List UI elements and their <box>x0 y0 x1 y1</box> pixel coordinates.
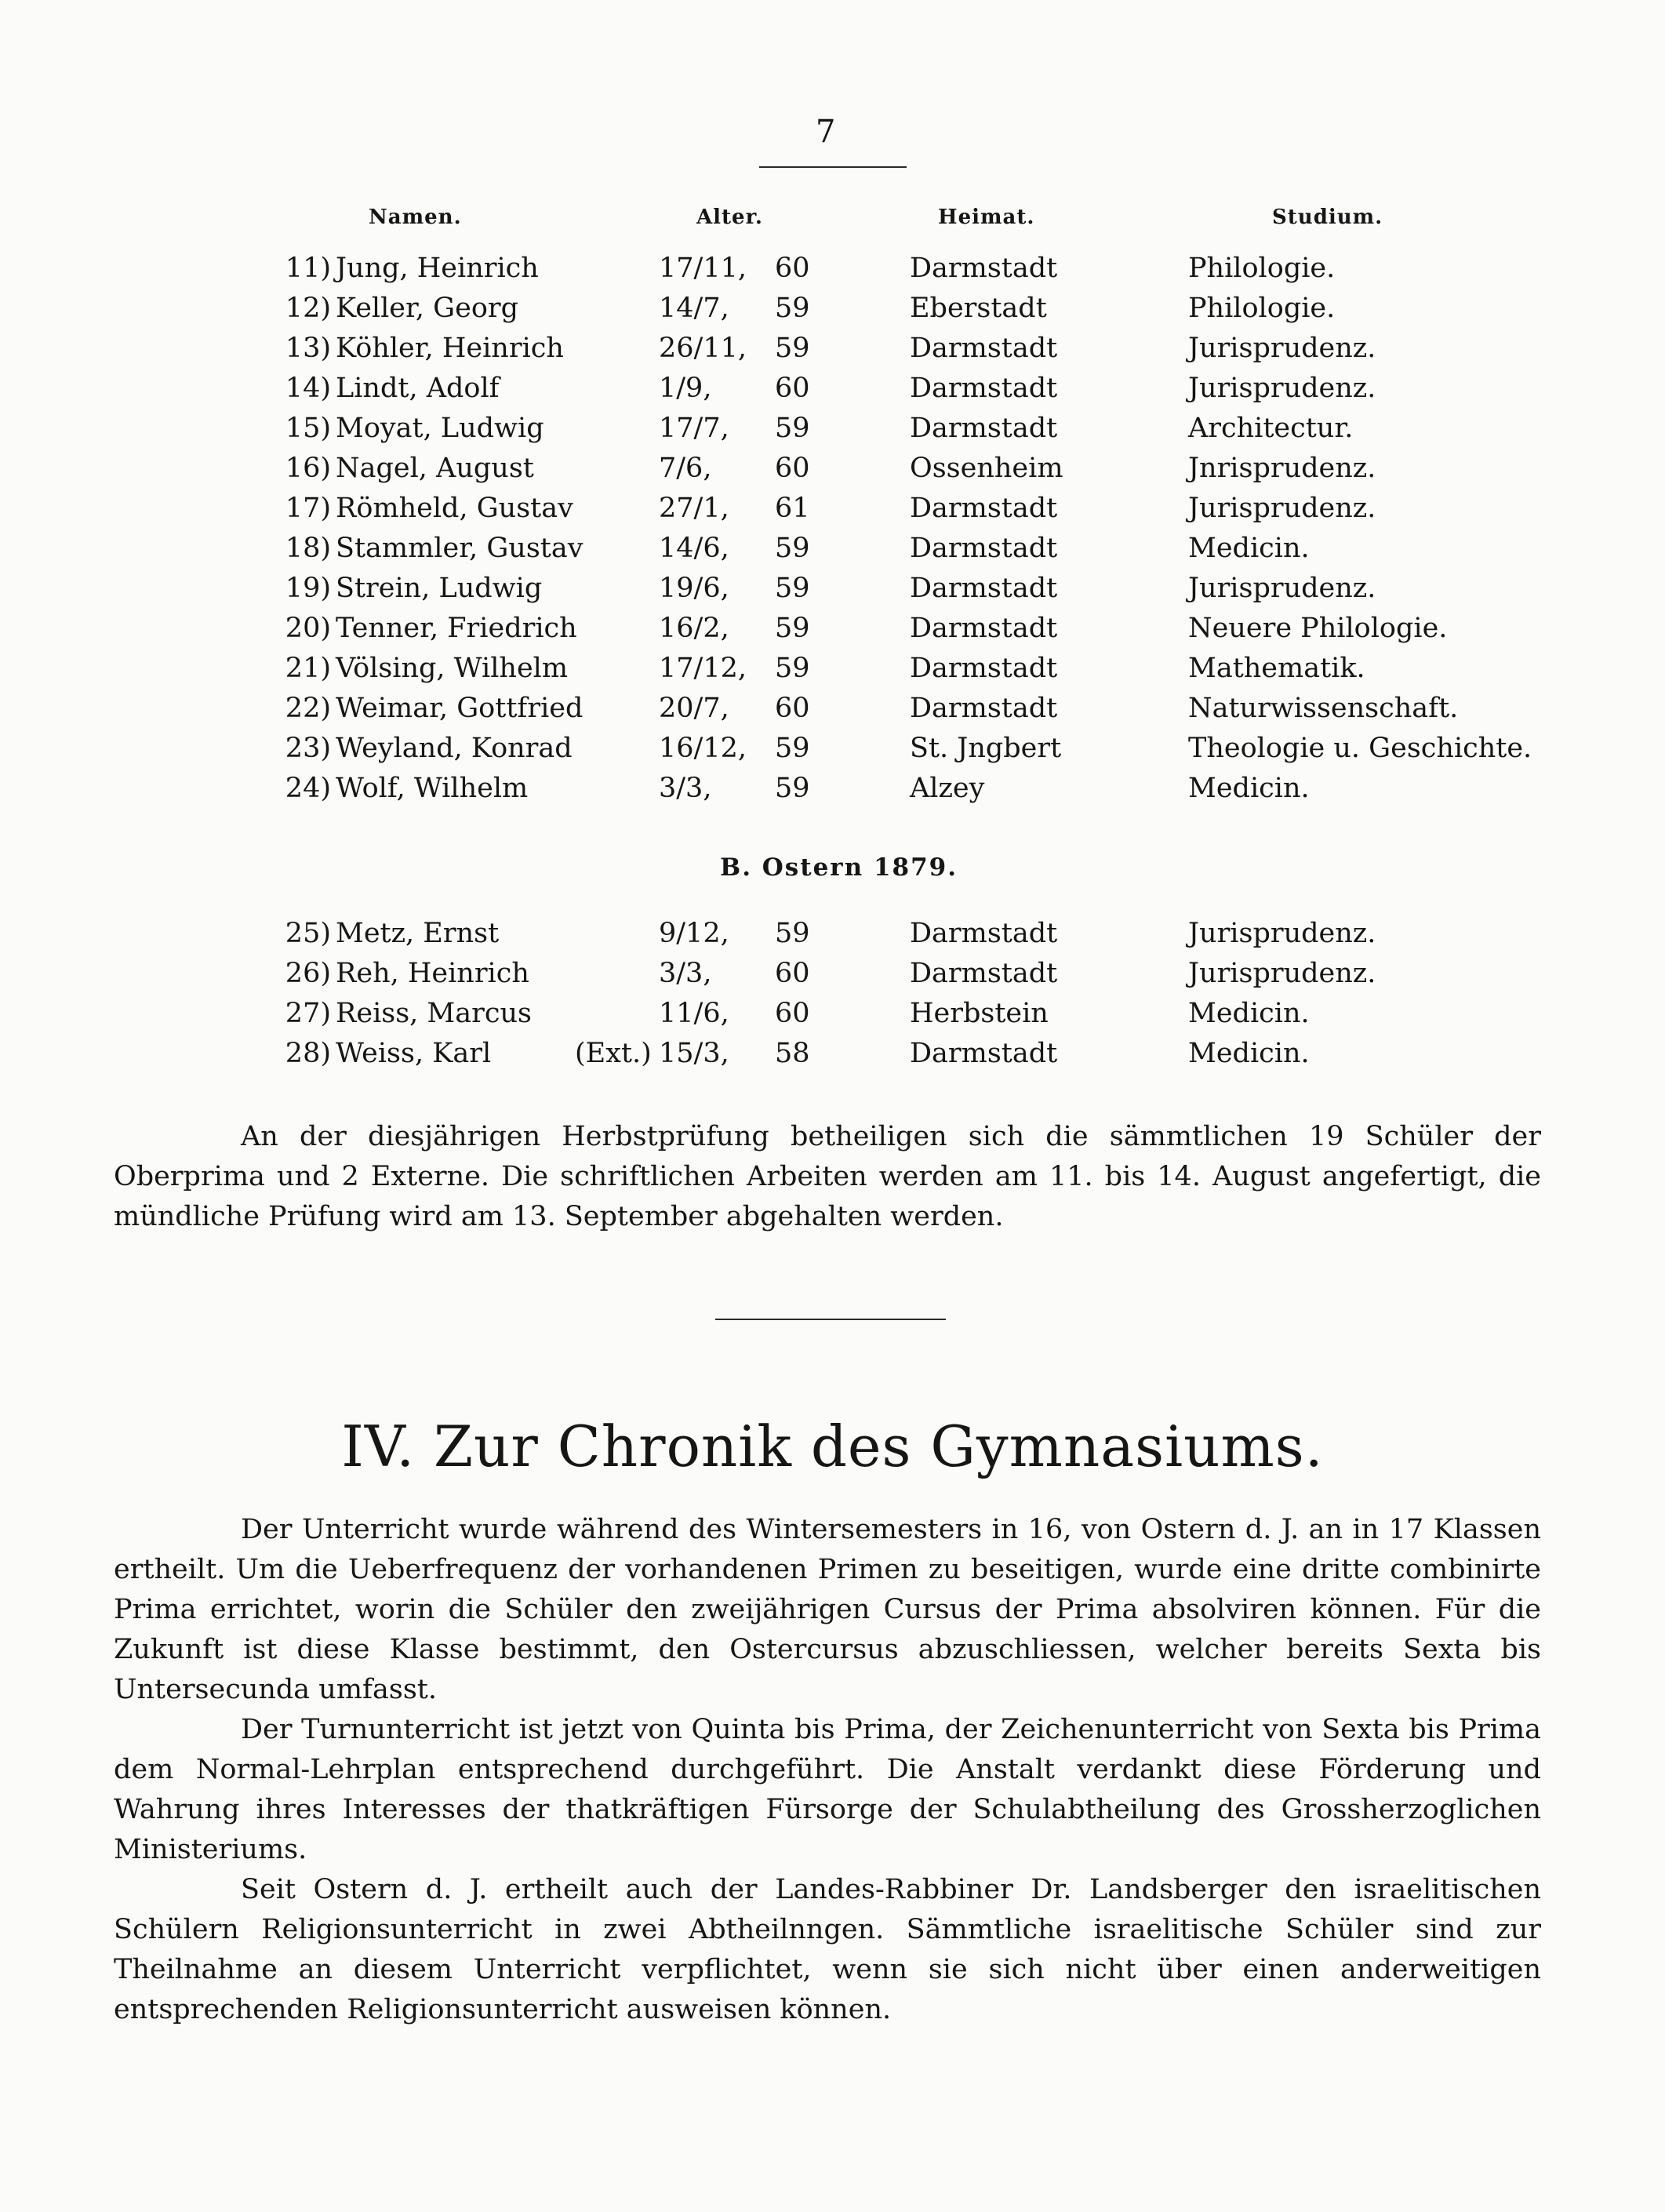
birth-date: 17/11, <box>659 253 747 284</box>
hometown: Darmstadt <box>910 253 1058 284</box>
study-subject: Jurisprudenz. <box>1188 573 1376 604</box>
hometown: Darmstadt <box>910 958 1058 989</box>
student-number: 18) <box>285 533 331 564</box>
study-subject: Philologie. <box>1188 253 1336 284</box>
student-number: 22) <box>285 693 331 724</box>
student-number: 20) <box>285 613 331 644</box>
birth-year: 60 <box>775 373 810 404</box>
birth-date: 14/6, <box>659 533 729 564</box>
birth-year: 59 <box>775 653 810 684</box>
student-number: 14) <box>285 373 331 404</box>
student-row <box>0 293 1665 332</box>
section-divider <box>715 1319 946 1320</box>
hometown: Darmstadt <box>910 333 1058 364</box>
header-name: Namen. <box>369 206 462 229</box>
student-row <box>0 613 1665 652</box>
hometown: St. Jngbert <box>910 733 1062 764</box>
birth-year: 60 <box>775 998 810 1029</box>
chronicle-paragraph: Der Unterricht wurde während des Wintersemesters in 16, von Ostern d. J. an in 17 Klassen ertheilt. Um die Ueberfrequenz der vorhandenen Primen zu beseitigen, wurde eine dritte combinirte Prima errichtet, worin die Schüler den zweijährigen Cursus der Prima absolviren können. Für die Zukunft ist diese Klasse bestimmt, den Ostercursus abzuschliessen, welcher bereits Sexta bis Untersecunda umfasst. <box>114 1514 1541 1705</box>
birth-date: 1/9, <box>659 373 712 404</box>
birth-year: 59 <box>775 533 810 564</box>
student-row <box>0 413 1665 452</box>
study-subject: Mathematik. <box>1188 653 1365 684</box>
student-number: 15) <box>285 413 331 444</box>
student-number: 27) <box>285 998 331 1029</box>
student-name: Weimar, Gottfried <box>336 693 583 724</box>
student-row <box>0 773 1665 812</box>
hometown: Darmstadt <box>910 373 1058 404</box>
student-row <box>0 1038 1665 1077</box>
header-study: Studium. <box>1272 206 1383 229</box>
hometown: Ossenheim <box>910 453 1063 484</box>
birth-date: 19/6, <box>659 573 729 604</box>
study-subject: Theologie u. Geschichte. <box>1188 733 1532 764</box>
hometown: Darmstadt <box>910 573 1058 604</box>
student-row <box>0 253 1665 292</box>
student-name: Strein, Ludwig <box>336 573 543 604</box>
page-number: 7 <box>816 114 836 150</box>
student-row <box>0 733 1665 772</box>
student-name: Nagel, August <box>336 453 534 484</box>
student-row <box>0 493 1665 532</box>
birth-date: 14/7, <box>659 293 729 324</box>
hometown: Darmstadt <box>910 493 1058 524</box>
student-row <box>0 573 1665 612</box>
birth-date: 27/1, <box>659 493 729 524</box>
birth-year: 60 <box>775 693 810 724</box>
student-number: 17) <box>285 493 331 524</box>
study-subject: Jurisprudenz. <box>1188 493 1376 524</box>
birth-year: 60 <box>775 958 810 989</box>
student-number: 25) <box>285 918 331 949</box>
study-subject: Philologie. <box>1188 293 1336 324</box>
study-subject: Jurisprudenz. <box>1188 333 1376 364</box>
birth-date: 16/12, <box>659 733 747 764</box>
student-row <box>0 653 1665 692</box>
student-name: Reiss, Marcus <box>336 998 532 1029</box>
student-number: 26) <box>285 958 331 989</box>
section-b-heading: B. Ostern 1879. <box>720 853 958 882</box>
birth-date: 17/7, <box>659 413 729 444</box>
student-number: 11) <box>285 253 331 284</box>
study-subject: Naturwissenschaft. <box>1188 693 1459 724</box>
chronicle-paragraph: Seit Ostern d. J. ertheilt auch der Landes-Rabbiner Dr. Landsberger den israelitischen Schülern Religionsunterricht in zwei Abtheilnngen. Sämmtliche israelitische Schüler sind zur Theilnahme an diesem Unterricht verpflichtet, wenn sie sich nicht über einen anderweitigen entsprechenden Religionsunterricht ausweisen können. <box>114 1874 1541 2025</box>
student-row <box>0 533 1665 572</box>
student-row <box>0 693 1665 732</box>
birth-date: 17/12, <box>659 653 747 684</box>
student-number: 24) <box>285 773 331 804</box>
birth-date: 26/11, <box>659 333 747 364</box>
page-number-rule <box>759 166 907 168</box>
study-subject: Medicin. <box>1188 998 1310 1029</box>
birth-date: 3/3, <box>659 958 712 989</box>
study-subject: Jurisprudenz. <box>1188 373 1376 404</box>
student-name: Völsing, Wilhelm <box>336 653 569 684</box>
student-name: Stammler, Gustav <box>336 533 583 564</box>
student-number: 28) <box>285 1038 331 1069</box>
student-name: Metz, Ernst <box>336 918 500 949</box>
student-name: Weiss, Karl <box>336 1038 492 1069</box>
student-number: 23) <box>285 733 331 764</box>
chronicle-paragraph: Der Turnunterricht ist jetzt von Quinta bis Prima, der Zeichenunterricht von Sexta bis Prima dem Normal-Lehrplan entsprechend durchgeführt. Die Anstalt verdankt diese Förderung und Wahrung ihres Interesses der thatkräftigen Fürsorge der Schulabtheilung des Grossherzoglichen Ministeriums. <box>114 1714 1541 1865</box>
study-subject: Jnrisprudenz. <box>1188 453 1376 484</box>
student-row <box>0 918 1665 957</box>
student-number: 12) <box>285 293 331 324</box>
hometown: Darmstadt <box>910 693 1058 724</box>
birth-year: 60 <box>775 453 810 484</box>
birth-year: 60 <box>775 253 810 284</box>
birth-date: 3/3, <box>659 773 712 804</box>
birth-date: 15/3, <box>659 1038 729 1069</box>
study-subject: Medicin. <box>1188 773 1310 804</box>
birth-year: 59 <box>775 773 810 804</box>
hometown: Darmstadt <box>910 1038 1058 1069</box>
student-row <box>0 958 1665 997</box>
hometown: Alzey <box>910 773 985 804</box>
student-row <box>0 373 1665 412</box>
birth-date: 7/6, <box>659 453 712 484</box>
student-name: Jung, Heinrich <box>336 253 539 284</box>
birth-year: 59 <box>775 733 810 764</box>
birth-date: 20/7, <box>659 693 729 724</box>
study-subject: Medicin. <box>1188 533 1310 564</box>
external-marker: (Ext.) <box>575 1038 652 1069</box>
student-name: Lindt, Adolf <box>336 373 500 404</box>
birth-year: 61 <box>775 493 810 524</box>
hometown: Darmstadt <box>910 533 1058 564</box>
hometown: Darmstadt <box>910 613 1058 644</box>
student-name: Römheld, Gustav <box>336 493 573 524</box>
study-subject: Medicin. <box>1188 1038 1310 1069</box>
student-name: Tenner, Friedrich <box>336 613 577 644</box>
birth-date: 11/6, <box>659 998 729 1029</box>
student-name: Keller, Georg <box>336 293 519 324</box>
birth-year: 59 <box>775 918 810 949</box>
student-name: Wolf, Wilhelm <box>336 773 529 804</box>
student-number: 13) <box>285 333 331 364</box>
birth-year: 59 <box>775 613 810 644</box>
student-number: 21) <box>285 653 331 684</box>
birth-year: 59 <box>775 573 810 604</box>
student-row <box>0 998 1665 1037</box>
birth-date: 9/12, <box>659 918 729 949</box>
header-age: Alter. <box>696 206 763 229</box>
hometown: Darmstadt <box>910 918 1058 949</box>
student-name: Köhler, Heinrich <box>336 333 564 364</box>
student-row <box>0 333 1665 372</box>
chapter-title: IV. Zur Chronik des Gymnasiums. <box>341 1413 1324 1479</box>
student-number: 16) <box>285 453 331 484</box>
hometown: Eberstadt <box>910 293 1047 324</box>
study-subject: Architectur. <box>1188 413 1354 444</box>
birth-year: 58 <box>775 1038 810 1069</box>
header-home: Heimat. <box>938 206 1035 229</box>
student-name: Reh, Heinrich <box>336 958 529 989</box>
hometown: Darmstadt <box>910 653 1058 684</box>
birth-year: 59 <box>775 413 810 444</box>
study-subject: Neuere Philologie. <box>1188 613 1448 644</box>
student-name: Moyat, Ludwig <box>336 413 544 444</box>
exam-paragraph: An der diesjährigen Herbstprüfung betheiligen sich die sämmtlichen 19 Schüler der Oberprima und 2 Externe. Die schriftlichen Arbeiten werden am 11. bis 14. August angefertigt, die mündliche Prüfung wird am 13. September abgehalten werden. <box>114 1121 1541 1232</box>
student-row <box>0 453 1665 492</box>
study-subject: Jurisprudenz. <box>1188 958 1376 989</box>
student-name: Weyland, Konrad <box>336 733 573 764</box>
hometown: Herbstein <box>910 998 1049 1029</box>
birth-date: 16/2, <box>659 613 729 644</box>
birth-year: 59 <box>775 293 810 324</box>
student-number: 19) <box>285 573 331 604</box>
hometown: Darmstadt <box>910 413 1058 444</box>
birth-year: 59 <box>775 333 810 364</box>
study-subject: Jurisprudenz. <box>1188 918 1376 949</box>
